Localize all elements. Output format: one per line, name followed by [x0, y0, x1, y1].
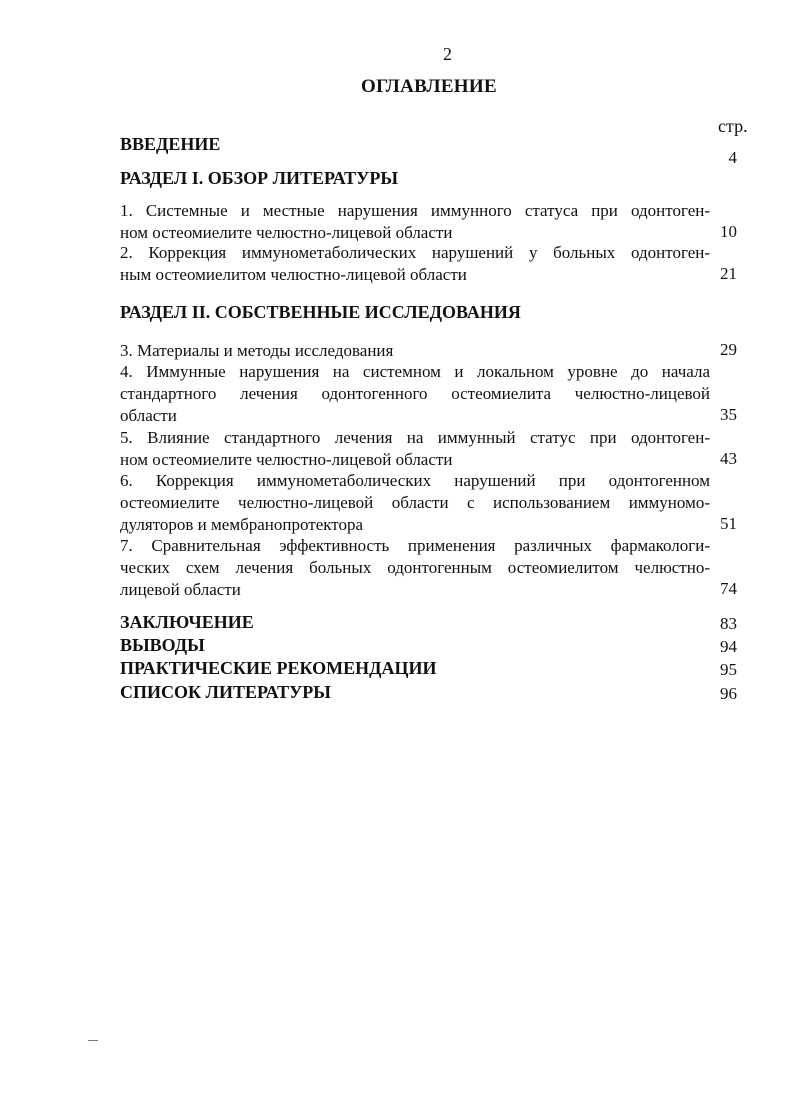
- toc-chapter-6: [120, 470, 710, 536]
- toc-chapter-5-page: 43: [720, 449, 737, 468]
- toc-references-label: СПИСОК ЛИТЕРАТУРЫ: [120, 682, 331, 702]
- page-title: ОГЛАВЛЕНИЕ: [361, 76, 497, 97]
- toc-chapter-5: [120, 427, 710, 471]
- toc-chapter-4-line: области: [120, 406, 177, 425]
- toc-chapter-1-line: 1. Системные и местные нарушения иммунного статуса при одонтоген-: [120, 201, 710, 220]
- toc-chapter-6-line: остеомиелите челюстно-лицевой области с использованием иммуномо-: [120, 493, 710, 512]
- toc-references-page: 96: [720, 684, 737, 703]
- toc-conclusion-label: ЗАКЛЮЧЕНИЕ: [120, 612, 254, 632]
- toc-intro-page: 4: [728, 148, 737, 167]
- toc-conclusion-page: 83: [720, 614, 737, 633]
- toc-chapter-5-line: 5. Влияние стандартного лечения на иммунный статус при одонтоген-: [120, 428, 710, 447]
- toc-chapter-1: [120, 200, 710, 244]
- toc-chapter-3-page: 29: [720, 340, 737, 359]
- toc-chapter-6-page: 51: [720, 514, 737, 533]
- toc-recommendations-page: 95: [720, 660, 737, 679]
- toc-chapter-3: [120, 340, 710, 362]
- page-column-label: стр.: [718, 116, 748, 136]
- toc-chapter-7: [120, 535, 710, 601]
- toc-findings-page: 94: [720, 637, 737, 656]
- page-number: 2: [443, 44, 452, 64]
- toc-section-2: РАЗДЕЛ II. СОБСТВЕННЫЕ ИССЛЕДОВАНИЯ: [120, 302, 521, 322]
- toc-chapter-6-line: 6. Коррекция иммунометаболических нарушений при одонтогенном: [120, 471, 710, 490]
- toc-chapter-1-line: ном остеомиелите челюстно-лицевой области: [120, 223, 453, 242]
- toc-chapter-2-line: ным остеомиелитом челюстно-лицевой области: [120, 265, 467, 284]
- toc-chapter-7-line: ческих схем лечения больных одонтогенным остеомиелитом челюстно-: [120, 558, 710, 577]
- toc-intro-label: ВВЕДЕНИЕ: [120, 134, 221, 154]
- toc-recommendations-label: ПРАКТИЧЕСКИЕ РЕКОМЕНДАЦИИ: [120, 658, 437, 678]
- toc-chapter-2: [120, 242, 710, 286]
- scan-mark: [88, 1040, 98, 1041]
- toc-chapter-3-line: 3. Материалы и методы исследования: [120, 341, 394, 360]
- toc-chapter-7-page: 74: [720, 579, 737, 598]
- toc-chapter-1-page: 10: [720, 222, 737, 241]
- toc-chapter-4-line: стандартного лечения одонтогенного остеомиелита челюстно-лицевой: [120, 384, 710, 403]
- toc-chapter-4-line: 4. Иммунные нарушения на системном и локальном уровне до начала: [120, 362, 710, 381]
- toc-chapter-4-page: 35: [720, 405, 737, 424]
- toc-chapter-7-line: 7. Сравнительная эффективность применения различных фармакологи-: [120, 536, 710, 555]
- toc-chapter-2-page: 21: [720, 264, 737, 283]
- toc-section-1: РАЗДЕЛ I. ОБЗОР ЛИТЕРАТУРЫ: [120, 168, 399, 188]
- toc-findings-label: ВЫВОДЫ: [120, 635, 205, 655]
- toc-chapter-2-line: 2. Коррекция иммунометаболических нарушений у больных одонтоген-: [120, 243, 710, 262]
- toc-chapter-6-line: дуляторов и мембранопротектора: [120, 515, 364, 534]
- toc-chapter-7-line: лицевой области: [120, 580, 241, 599]
- toc-chapter-4: [120, 361, 710, 427]
- toc-chapter-5-line: ном остеомиелите челюстно-лицевой области: [120, 450, 453, 469]
